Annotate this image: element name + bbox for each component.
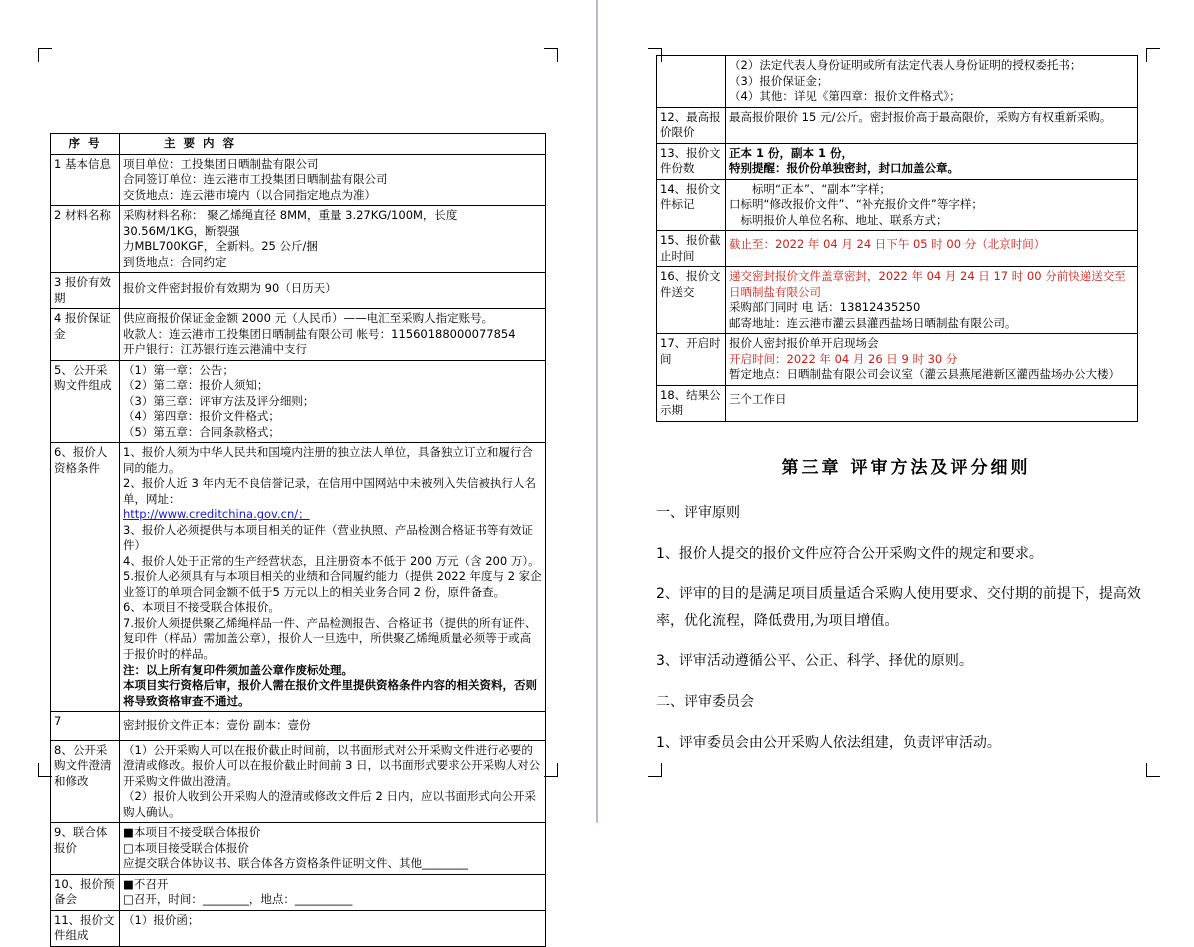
row-label: 8、公开采购文件澄清和修改 (51, 740, 120, 823)
row-line: （1）报价函； (123, 912, 200, 927)
chapter-heading: 第三章 评审方法及评分细则 (781, 458, 1031, 478)
row-line: 项目单位：工投集团日晒制盐有限公司 (123, 156, 319, 171)
table-row (657, 56, 1138, 108)
paragraph: 1、报价人提交的报价文件应符合公开采购文件的规定和要求。 (656, 545, 1043, 562)
row-content (726, 143, 1138, 179)
row-line: 3、报价人必须提供与本项目相关的证件（营业执照、产品检测合格证书等有效证件） (123, 522, 533, 553)
table-row (51, 360, 546, 443)
row-line: □召开，时间：________，地点：__________ (123, 892, 353, 907)
row-line: 标明“正本”、“副本”字样； (752, 181, 891, 196)
row-label: 5、公开采购文件组成 (51, 360, 120, 443)
row-label: 6、报价人资格条件 (51, 443, 120, 712)
table-row (657, 385, 1138, 421)
row-line: 本项目实行资格后审，报价人需在报价文件里提供资格条件内容的相关资料，否则将导致资格审查不通过。 (123, 678, 537, 708)
row-line: □本项目接受联合体报价 (123, 840, 249, 855)
section-title: 一、评审原则 (656, 505, 740, 521)
row-line: 最高报价限价 15 元/公斤。密封报价高于最高限价，采购方有权重新采购。 (729, 109, 1112, 124)
row-line: （1）公开采购人可以在报价截止时间前，以书面形式对公开采购文件进行必要的澄清或修改。报价人可以在报价截止时间前 3 日，以书面形式要求公开采购人对公开采购文件做出澄清。 (123, 742, 541, 788)
row-line: 到货地点：合同约定 (123, 254, 227, 269)
crop-mark (38, 763, 39, 777)
row-content (120, 154, 546, 206)
row-line: （4）其他：详见《第四章：报价文件格式》； (729, 89, 961, 104)
row-line: 密封报价文件正本：壹份 副本：壹份 (123, 718, 311, 733)
table-row (51, 910, 546, 946)
table-row (51, 823, 546, 875)
row-content (726, 107, 1138, 143)
row-line: 收款人：连云港市工投集团日晒制盐有限公司 帐号：11560188000077854 (123, 326, 516, 341)
crop-mark (38, 48, 39, 62)
row-label: 11、报价文件组成 (51, 910, 120, 946)
row-content (120, 740, 546, 823)
chapter-three-section (656, 435, 1156, 770)
crop-mark (544, 776, 558, 777)
col-header-no: 序 号 (51, 134, 120, 155)
row-line: （2）法定代表人身份证明或所有法定代表人身份证明的授权委托书； (729, 58, 1082, 72)
paragraph: 2、评审的目的是满足项目质量适合采购人使用要求、交付期的前提下，提高效率，优化流程，降低费用,为项目增值。 (656, 586, 1141, 629)
crop-mark (1146, 776, 1160, 777)
row-line: ■本项目不接受联合体报价 (123, 825, 261, 840)
row-line: （3）第三章：评审方法及评分细则； (123, 393, 315, 408)
row-line: 截止至：2022 年 04 月 24 日下午 05 时 00 分（北京时间） (729, 237, 1046, 252)
row-line: 合同签订单位：连云港市工投集团日晒制盐有限公司 (123, 172, 388, 187)
row-line: 递交密封报价文件盖章密封，2022 年 04 月 24 日 17 时 00 分前快递送交至日晒制盐有限公司 (729, 269, 1126, 299)
row-line: 报价人密封报价单开启现场会 (729, 336, 879, 351)
procurement-notice-table (50, 133, 546, 947)
row-label: 17、开启时间 (657, 334, 726, 386)
document-page-left (0, 0, 596, 943)
row-content (120, 874, 546, 910)
row-content (726, 231, 1138, 267)
row-label: 1 基本信息 (51, 154, 120, 206)
row-line: 开户银行：江苏银行连云港浦中支行 (123, 342, 307, 357)
row-line: 应提交联合体协议书、联合体各方资格条件证明文件、其他________ (123, 856, 468, 871)
crop-mark (648, 48, 662, 49)
row-line: 口标明“修改报价文件”、“补充报价文件”等字样； (729, 197, 983, 212)
table-row (51, 154, 546, 206)
table-row (657, 267, 1138, 334)
row-line: 供应商报价保证金金额 2000 元（人民币）——电汇至采购人指定账号。 (123, 311, 494, 326)
row-line: （2）第二章：报价人须知； (123, 378, 269, 393)
table-row (657, 143, 1138, 179)
row-line: 1、报价人须为中华人民共和国境内注册的独立法人单位，具备独立订立和履行合同的能力。 (123, 445, 533, 475)
crop-mark (557, 763, 558, 777)
crop-mark (648, 776, 662, 777)
row-line: 注：以上所有复印件须加盖公章作废标处理。 (123, 662, 353, 677)
row-content (120, 712, 546, 741)
row-line: 力MBL700KGF，全新料。25 公斤/捆 (123, 239, 318, 254)
table-row (51, 206, 546, 273)
table-row (51, 712, 546, 741)
row-content (120, 309, 546, 361)
row-content (726, 179, 1138, 231)
row-content (726, 56, 1138, 108)
crop-mark (544, 48, 558, 49)
row-line: 采购材料名称： 聚乙烯绳直径 8MM，重量 3.27KG/100M，长度 30.56M/1KG，断裂强 (123, 208, 458, 238)
row-label: 4 报价保证金 (51, 309, 120, 361)
row-label: 12、最高报价限价 (657, 107, 726, 143)
row-line: 6、本项目不接受联合体报价。 (123, 600, 280, 615)
table-row (51, 740, 546, 823)
section-title: 二、评审委员会 (656, 693, 754, 710)
crop-mark (38, 48, 52, 49)
crop-mark (1146, 48, 1160, 49)
row-line: （1）第一章：公告； (123, 362, 234, 377)
row-label: 16、报价文件送交 (657, 267, 726, 334)
row-content (726, 334, 1138, 386)
row-label: 7 (51, 712, 120, 741)
row-line: ■不召开 (123, 876, 169, 891)
row-content (726, 267, 1138, 334)
row-line: 2、报价人近 3 年内无不良信誉记录，在信用中国网站中未被列入失信被执行人名单，网址： (123, 476, 536, 506)
row-label: 9、联合体报价 (51, 823, 120, 875)
row-label: 13、报价文件份数 (657, 143, 726, 179)
row-line: 特别提醒：报价份单独密封，封口加盖公章。 (729, 161, 959, 176)
row-label: 3 报价有效期 (51, 273, 120, 309)
row-line: 报价文件密封报价有效期为 90（日历天） (123, 281, 337, 296)
row-line: 正本 1 份，副本 1 份， (729, 145, 854, 160)
row-line-link[interactable]: http://www.creditchina.gov.cn/； (123, 507, 310, 522)
row-label: 14、报价文件标记 (657, 179, 726, 231)
row-line: 三个工作日 (729, 391, 787, 406)
row-content (726, 385, 1138, 421)
row-line: 7.报价人须提供聚乙烯绳样品一件、产品检测报告、合格证书（提供的所有证件、复印件（样品）需加盖公章），报价人一旦选中，所供聚乙烯绳质量必须等于或高于报价时的样品。 (123, 615, 537, 661)
document-page-right (598, 0, 1194, 823)
row-line: 5.报价人必须具有与本项目相关的业绩和合同履约能力（提供 2022 年度与 2 家企业签订的单项合同金额不低于5 万元以上的相关业务合同 2 份，原件备查。 (123, 569, 542, 599)
row-line: 交货地点：连云港市境内（以合同指定地点为准） (123, 187, 376, 202)
row-label: 18、结果公示期 (657, 385, 726, 421)
row-content (120, 360, 546, 443)
table-row (657, 107, 1138, 143)
row-line: 开启时间：2022 年 04 月 26 日 9 时 30 分 (729, 351, 958, 366)
row-line: 标明报价人单位名称、地址、联系方式； (740, 212, 948, 227)
row-label: 10、报价预备会 (51, 874, 120, 910)
paragraph: 3、评审活动遵循公平、公正、科学、择优的原则。 (656, 653, 973, 670)
table-row (51, 309, 546, 361)
row-content (120, 206, 546, 273)
row-line: （5）第五章：合同条款格式； (123, 424, 280, 439)
row-label: 15、报价截止时间 (657, 231, 726, 267)
row-line: （3）报价保证金； (729, 73, 829, 88)
row-line: 暂定地点：日晒制盐有限公司会议室（灌云县燕尾港新区灌西盐场办公大楼） (729, 367, 1120, 382)
paragraph: 1、评审委员会由公开采购人依法组建，负责评审活动。 (656, 734, 1001, 751)
row-label: 2 材料名称 (51, 206, 120, 273)
row-label (657, 56, 726, 108)
row-line: （4）第四章：报价文件格式； (123, 409, 280, 424)
row-content (120, 273, 546, 309)
row-line: （2）报价人收到公开采购人的澄清或修改文件后 2 日内，应以书面形式向公开采购人确认。 (123, 789, 536, 819)
procurement-notice-table-continued (656, 55, 1138, 422)
table-row (657, 334, 1138, 386)
row-content (120, 910, 546, 946)
row-line: 邮寄地址：连云港市灌云县灌西盐场日晒制盐有限公司。 (729, 315, 1017, 330)
row-content (120, 443, 546, 712)
row-content (120, 823, 546, 875)
table-row (51, 273, 546, 309)
table-row (51, 443, 546, 712)
crop-mark (1146, 48, 1147, 62)
table-row (657, 231, 1138, 267)
row-line: 采购部门同时 电 话：13812435250 (729, 300, 921, 315)
col-header-content: 主 要 内 容 (120, 134, 546, 155)
table-row (657, 179, 1138, 231)
table-header-row (51, 134, 546, 155)
row-line: 4、报价人处于正常的生产经营状态，且注册资本不低于 200 万元（含 200 万）。 (123, 553, 540, 568)
table-row (51, 874, 546, 910)
crop-mark (557, 48, 558, 62)
